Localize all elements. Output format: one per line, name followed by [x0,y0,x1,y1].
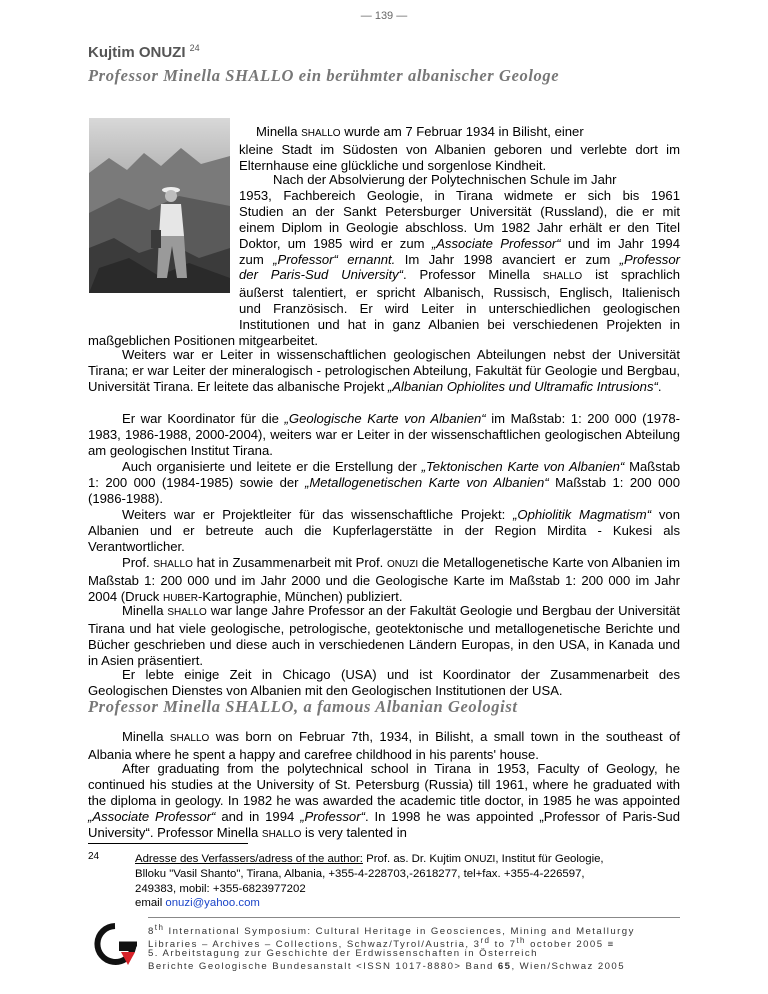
surname-smallcaps: SHALLO [542,271,583,283]
text-run: to 7 [490,939,517,951]
german-paragraph-4 [88,411,680,459]
footnote-label: Adresse des Verfassers/adress of the author: [135,853,363,865]
german-p1-line-2: kleine Stadt im Südosten von Albanien geboren und verlebte dort im [239,141,680,157]
author-footnote-ref[interactable]: 24 [189,43,200,53]
german-title: Professor Minella SHALLO ein berühmter albanischer Geologe [88,66,560,85]
text-run: Prof. as. Dr. Kujtim [362,853,465,865]
footer-line-3: 5. Arbeitstagung zur Geschichte der Erdwissenschaften in Österreich [148,948,538,959]
text-run: Weiters war er Projektleiter für das wissenschaftliche Projekt: [122,507,514,522]
german-paragraph-1 [88,124,680,174]
footnote-number: 24 [88,851,100,862]
text-run: Libraries – Archives – Collections, Schwaz/Tyrol/Austria, 3 [148,939,481,951]
italic-run: „Associate Professor“ [88,808,216,824]
german-paragraph-9 [88,667,680,699]
superscript: th [154,923,165,932]
email-label: email [135,897,166,910]
text-run: von Albanien und er betreute auch die Kupferlagerstätte in der Region Mirdita - Kukesi als Verantwortlicher. [88,507,680,554]
english-paragraph-2 [88,761,680,843]
surname-smallcaps: SHALLO [153,559,193,570]
text-run: After graduating from the polytechnical school in Tirana in 1953, Faculty of Geology, he continued his studies at the University of St. Petersburg (Russia) till 1961, where he graduated with the diploma in geology. In 1982 he was awarded the academic title doctor, in 1985 he was appointed [88,761,680,808]
italic-run: der Paris-Sud University“ [239,267,403,283]
text-run: Maßstab 1: 200 000 (1984-1985) sowie der [88,459,681,490]
footnote-line-3: 249383, mobil: +355-6823977202 [135,882,306,895]
german-p1-line-1 [88,124,680,142]
surname-smallcaps: SHALLO [167,607,207,618]
german-p2-line-11: maßgeblichen Positionen mitgearbeitet. [88,333,318,349]
text-run: october 2005 ≡ [525,939,615,951]
italic-run: „Geologische Karte von Albanien“ [284,411,486,426]
author-name: Kujtim ONUZI [88,44,186,61]
german-p2-line-1: Nach der Absolvierung der Polytechnischen Schule im Jahr [273,172,617,187]
german-paragraph-7 [88,555,680,607]
text-run: and in 1994 [215,808,301,824]
italic-run: „Associate Professor“ [431,235,561,251]
german-p2-line-5 [88,236,680,252]
surname-smallcaps: SHALLO [261,828,302,840]
text-run: Minella [256,124,302,139]
text-run: -Kartographie, München) publiziert. [197,588,403,604]
footnote-line-1 [135,852,680,867]
footer-rule [148,917,680,918]
text-run: Minella [122,729,170,744]
german-p2-line-10: Institutionen und hat in ganz Albanien bei verschiedenen Projekten in [239,317,680,333]
italic-run: „Tektonischen Karte von Albanien“ [421,459,625,474]
text-run: Im Jahr 1998 avanciert er zum [395,251,620,267]
text-run: wurde am 7 Februar 1934 in Bilisht, einer [340,124,584,139]
page-number: — 139 — [360,10,408,22]
text-run: Er lebte einige Zeit in Chicago (USA) und ist Koordinator der Zusammenarbeit des Geologischen Dienstes von Albanien mit den Geologischen Institutionen der USA. [88,667,680,698]
surname-smallcaps: ONUZI [387,559,419,570]
italic-run: „Professor [619,251,681,267]
german-paragraph-3 [88,347,680,395]
german-p2-line-9: und Französisch. Er wird Leiter in unterschiedlichen geologischen [239,301,680,317]
text-run: im Maßstab: 1: 200 000 (1978-1983, 1986-1988, 2000-2004), weiters war er Leiter in der wissenschaftlichen geologischen Abteilung am geologischen Institut Tirana. [88,411,680,458]
text-run: war lange Jahre Professor an der Fakultät Geologie und Bergbau der Universität Tirana und hat viele geologische, petrologische, geotektonische und metallogenetische Berichte und Bücher geschrieben und diese auch in verschiedenen Ländern Europas, in den USA, in Kanada und in Asien präsentiert. [88,603,680,668]
author-heading [88,43,200,61]
english-title: Professor Minella SHALLO, a famous Albanian Geologist [88,697,518,716]
surname-smallcaps: SHALLO [301,128,341,139]
german-paragraph-8 [88,603,680,669]
italic-run: „Metallogenetischen Karte von Albanien“ [304,474,549,490]
text-run: Auch organisierte und leitete er die Erstellung der [122,459,422,474]
text-run: zum [239,251,274,267]
german-p1-line-3: Elternhause eine glückliche und sorgenlose Kindheit. [239,157,547,173]
superscript: th [516,936,526,945]
text-run: International Symposium: Cultural Heritage in Geosciences, Mining and Metallurgy [164,926,635,938]
volume-number: 65 [497,961,512,972]
text-run: Prof. [122,555,154,570]
text-run: ist sprachlich [582,267,680,283]
text-run: . [657,378,662,394]
italic-run: „Professor“ ernannt. [273,251,396,267]
german-p2-line-2: 1953, Fachbereich Geologie, in Tirana widmete er sich bis 1961 [239,187,680,203]
text-run: Berichte Geologische Bundesanstalt <ISSN 1017-8880> Band [148,961,498,972]
surname-smallcaps: SHALLO [169,733,210,744]
superscript: rd [480,936,491,945]
text-run: hat in Zusammenarbeit mit Prof. [192,555,387,570]
text-run: Weiters war er Leiter in wissenschaftlichen geologischen Abteilungen nebst der Universität Tirana; er war Leiter der mineralogisch - petrologischen Abteilung, Fakultät für Geologie und Bergbau, Universität Tirana. Er leitete das albanische Projekt [88,347,680,394]
italic-run: „Professor“ [300,808,365,824]
italic-run: „Ophiolitik Magmatism“ [513,507,652,522]
text-run: . Professor Minella [402,267,543,283]
text-run: Er war Koordinator für die [122,411,285,426]
german-p2-line-3: Studien an der Sankt Petersburger Universität (Russland), die er mit [239,203,680,219]
german-p2-line-8: äußerst talentiert, er spricht Albanisch, Russisch, Englisch, Italienisch [239,285,680,301]
german-paragraph-2 [88,172,680,349]
german-paragraph-6 [88,507,680,555]
text-run: , Institut für Geologie, [495,853,604,865]
text-run: und im Jahr 1994 [560,235,680,251]
footer-line-4 [148,961,625,973]
footnote-text [135,852,680,911]
italic-run: „Albanian Ophiolites und Ultramafic Intrusions“ [387,378,658,394]
german-p2-line-4: einem Diplom in Geologie abschloss. Um 1982 Jahr erhält er den Titel [239,219,680,235]
email-link[interactable]: onuzi@yahoo.com [165,897,260,910]
text-run: 8 [148,926,155,938]
text-run: was born on Februar 7th, 1934, in Bilisht, a small town in the southeast of Albania where he spent a happy and carefree childhood in his parents' house. [88,729,681,762]
german-paragraph-5 [88,459,680,507]
gba-logo [89,918,141,970]
german-p2-line-6 [88,252,680,268]
surname-smallcaps: HUBER [162,592,198,604]
footnote-line-2: Blloku "Vasil Shanto", Tirana, Albania, +355-4-228703,-2618277, tel+fax. +355-4-226597, [135,868,585,881]
text-run: is very talented in [301,824,407,840]
text-run: die Metallogenetische Karte von Albanien im Maßstab 1: 200 000 und im Jahr 2000 und die Geologische Karte im Maßstab 1: 200 000 im Jahr 2004 (Druck [88,555,680,604]
footnote-separator [88,843,248,844]
text-run: Doktor, um 1985 wird er zum [239,235,432,251]
surname-smallcaps: ONUZI [464,854,496,865]
text-run: Maßstab 1: 200 000 (1986-1988). [88,474,680,506]
german-p2-line-7 [88,267,680,285]
text-run: Minella [122,603,168,618]
english-paragraph-1 [88,729,680,763]
footnote-line-4 [135,896,680,910]
text-run: . In 1998 he was appointed „Professor of Paris-Sud University“. Professor Minella [88,808,680,840]
text-run: , Wien/Schwaz 2005 [511,961,625,972]
